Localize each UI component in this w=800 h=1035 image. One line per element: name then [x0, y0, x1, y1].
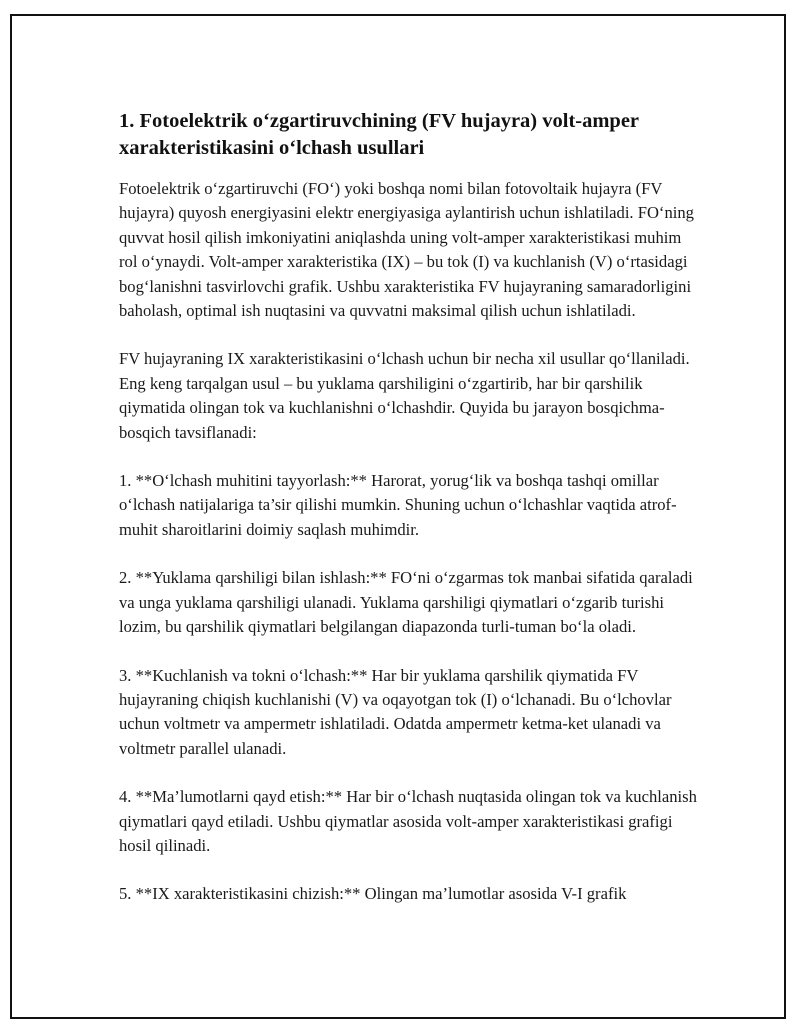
step-3-paragraph: 3. **Kuchlanish va tokni o‘lchash:** Har bir yuklama qarshilik qiymatida FV hujayraning chiqish kuchlanishi (V) va oqayotgan tok (I) o‘lchanadi. Bu o‘lchovlar uchun voltmetr va ampermetr ishlatiladi. Odatda ampermetr ketma-ket ulanadi va voltmetr parallel ulanadi. [119, 665, 672, 758]
document-body [119, 108, 699, 907]
intro-paragraph: Fotoelektrik o‘zgartiruvchi (FO‘) yoki boshqa nomi bilan fotovoltaik hujayra (FV hujayra) quyosh energiyasini elektr energiyasiga aylantirish uchun ishlatiladi. FO‘ning quvvat hosil qilish imkoniyatini aniqlashda uning volt-amper xarakteristikasi muhim rol o‘ynaydi. Volt-amper xarakteristika (IX) – bu tok (I) va kuchlanish (V) o‘rtasidagi bog‘lanishni tasvirlovchi grafik. Ushbu xarakteristika FV hujayraning samaradorligini baholash, optimal ish nuqtasini va quvvatni maksimal qilish uchun ishlatiladi. [119, 179, 694, 321]
step-1-paragraph: 1. **O‘lchash muhitini tayyorlash:** Harorat, yorug‘lik va boshqa tashqi omillar o‘lchash natijalariga ta’sir qilishi mumkin. Shuning uchun o‘lchashlar vaqtida atrof-muhit sharoitlarini doimiy saqlash muhimdir. [119, 471, 677, 539]
step-5-paragraph: 5. **IX xarakteristikasini chizish:** Olingan ma’lumotlar asosida V-I grafik [119, 884, 627, 904]
step-4-paragraph: 4. **Ma’lumotlarni qayd etish:** Har bir o‘lchash nuqtasida olingan tok va kuchlanish qiymatlari qayd etiladi. Ushbu qiymatlar asosida volt-amper xarakteristikasi grafigi hosil qilinadi. [119, 787, 697, 855]
document-title: 1. Fotoelektrik o‘zgartiruvchining (FV hujayra) volt-amper xarakteristikasini o‘lchash usullari [119, 110, 639, 159]
methods-paragraph: FV hujayraning IX xarakteristikasini o‘lchash uchun bir necha xil usullar qo‘llaniladi. Eng keng tarqalgan usul – bu yuklama qarshiligini o‘zgartirib, har bir qarshilik qiymatida olingan tok va kuchlanishni o‘lchashdir. Quyida bu jarayon bosqichma-bosqich tavsiflanadi: [119, 349, 690, 442]
step-2-paragraph: 2. **Yuklama qarshiligi bilan ishlash:** FO‘ni o‘zgarmas tok manbai sifatida qaraladi va unga yuklama qarshiligi ulanadi. Yuklama qarshiligi qiymatlari o‘zgarib turishi lozim, bu qarshilik qiymatlari belgilangan diapazonda turli-tuman bo‘la oladi. [119, 568, 693, 637]
page-frame [10, 14, 786, 1019]
